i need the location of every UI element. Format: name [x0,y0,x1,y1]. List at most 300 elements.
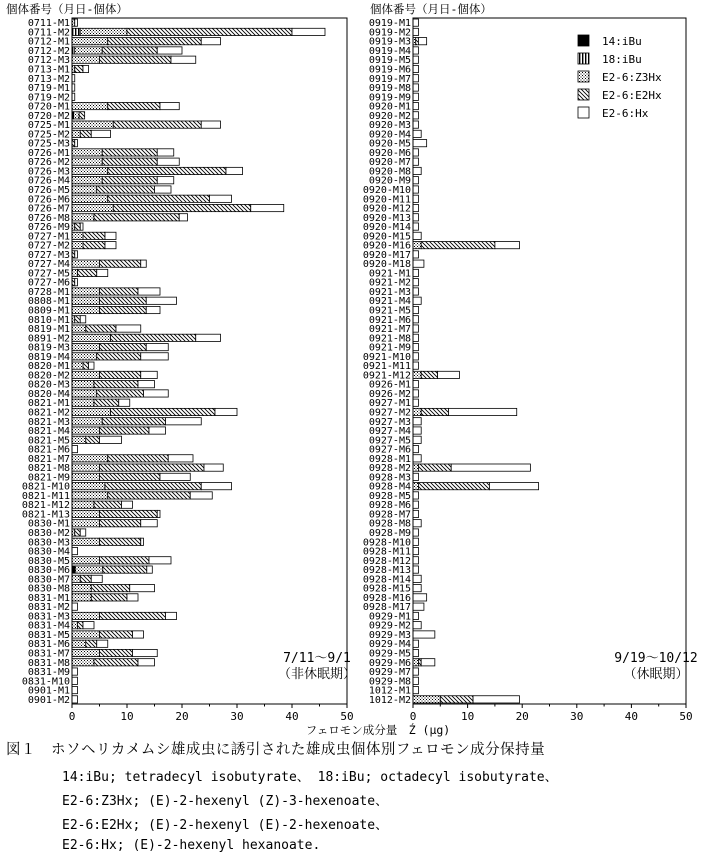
panel-1-bar-segment [72,677,78,684]
panel-1-bar-segment [97,640,108,647]
panel-1-bar-segment [100,306,147,313]
panel-2-bar-segment [413,251,418,258]
panel-2-bar-segment [413,306,418,313]
caption-line-3: E2-6:Z3Hx; (E)-2-hexenyl (Z)-3-hexenoate、 [62,794,389,809]
panel-1-category-label: 0821-M2 [27,407,70,419]
panel-2-bar-segment [413,659,418,666]
panel-2-category-label: 0920-M1 [368,101,411,113]
panel-1-category-label: 0728-M1 [27,286,70,298]
panel-2-bar-segment [413,371,421,378]
panel-2-bar-segment [413,529,418,536]
panel-1-category-label: 0726-M2 [27,157,70,169]
panel-2-bar-segment [421,659,435,666]
panel-1-bar-segment [79,112,85,119]
panel-1-category-label: 0726-M3 [27,166,70,178]
panel-1-x-tick-label: 10 [120,710,134,723]
panel-2-bar-segment [413,167,421,174]
panel-1-category-label: 0830-M6 [27,565,70,577]
panel-2-x-tick-label: 50 [679,710,693,723]
panel-1-bar-segment [86,325,116,332]
panel-1-category-label: 0830-M7 [27,574,70,586]
panel-2-bar-segment [448,408,516,415]
panel-1-bar-segment [72,121,113,128]
panel-1-category-label: 0831-M6 [27,639,70,651]
panel-2-bar-segment [413,93,418,100]
panel-2-category-label: 0921-M9 [368,342,411,354]
panel-1-bar-segment [251,204,284,211]
panel-2-category-label: 0919-M7 [368,73,411,85]
panel-1-category-label: 0831-M3 [27,611,70,623]
panel-1-bar-segment [72,204,113,211]
panel-1-category-label: 0821-M1 [27,398,70,410]
panel-1-bar-segment [119,399,130,406]
panel-2-bar-segment [413,316,418,323]
panel-1-bar-segment [100,436,122,443]
panel-1-bar-segment [100,557,150,564]
legend-label: E2-6:E2Hx [602,89,662,102]
panel-1-bar-segment [160,102,179,109]
panel-1-bar-segment [168,455,193,462]
legend-label: 14:iBu [602,35,642,48]
panel-2-bar-segment [413,158,418,165]
panel-2-category-label: 0928-M5 [368,490,411,502]
legend-swatch [578,35,589,46]
panel-1-category-label: 0821-M7 [27,453,70,465]
panel-1-bar-segment [83,65,89,72]
panel-2-bar-segment [413,483,418,490]
panel-2-bar-segment [440,696,473,703]
panel-1-bar-segment [94,381,138,388]
panel-2-category-label: 0920-M14 [362,222,411,234]
panel-1-category-label: 0830-M5 [27,555,70,567]
panel-2-category-label: 0927-M2 [368,407,411,419]
panel-1-category-label: 0831-M9 [27,667,70,679]
panel-2-category-label: 0928-M13 [362,565,411,577]
panel-2-category-label: 0920-M4 [368,129,411,141]
legend-swatch [578,71,589,82]
panel-1-category-label: 0711-M2 [27,27,70,39]
panel-1-bar-segment [94,501,122,508]
panel-2-bar-segment [413,603,424,610]
panel-1-bar-segment [72,649,100,656]
panel-1-bar-segment [75,47,103,54]
panel-2-bar-segment [413,223,418,230]
panel-2-bar-segment [413,186,418,193]
panel-1-bar-segment [72,445,78,452]
panel-2-bar-segment [418,38,426,45]
panel-2-bar-segment [413,140,427,147]
panel-1-bar-segment [75,529,81,536]
panel-2-bar-segment [413,325,418,332]
panel-1-bar-segment [116,325,141,332]
panel-2-bar-segment [413,473,418,480]
panel-1-bar-segment [141,353,169,360]
panel-1-bar-segment [141,538,144,545]
panel-1-bar-segment [72,436,86,443]
panel-1-bar-segment [72,195,108,202]
panel-2-bar-segment [413,121,418,128]
panel-2-bar-segment [413,362,418,369]
panel-2-category-label: 0920-M10 [362,185,411,196]
panel-1-category-label: 0712-M2 [27,45,70,57]
panel-2-category-label: 0920-M15 [362,231,411,243]
panel-1-bar-segment [75,279,78,286]
panel-2-category-label: 0921-M8 [368,333,411,345]
panel-2-bar-segment [413,28,418,35]
panel-1-x-tick-label: 50 [340,710,354,723]
panel-1-category-label: 0821-M12 [21,500,70,512]
panel-1-category-label: 0819-M4 [27,351,70,363]
panel-2-bar-segment [413,84,418,91]
panel-1-bar-segment [72,102,108,109]
panel-1-category-label: 0808-M1 [27,296,70,308]
panel-1-category-label: 0727-M3 [27,249,70,261]
panel-1-bar-segment [105,232,116,239]
panel-2-category-label: 0928-M14 [362,574,411,586]
panel-2-bar-segment [421,242,495,249]
panel-1-category-label: 0821-M11 [21,490,70,502]
panel-1-bar-segment [72,510,100,517]
panel-1-bar-segment [97,353,141,360]
caption-title: 図１ ホソヘリカメムシ雄成虫に誘引された雄成虫個体別フェロモン成分保持量 [6,742,546,758]
panel-2-bar-segment [413,56,418,63]
panel-2-category-label: 0926-M2 [368,388,411,400]
panel-1-bar-segment [72,399,94,406]
panel-1-category-label: 0821-M3 [27,416,70,428]
panel-1-x-tick-label: 30 [230,710,244,723]
panel-2-bar-segment [438,371,460,378]
panel-2-category-label: 0919-M4 [368,45,411,57]
panel-2-category-label: 0929-M1 [368,611,411,623]
panel-2-category-label: 0921-M2 [368,277,411,289]
panel-2-bar-segment [421,408,448,415]
panel-1-bar-segment [72,659,94,666]
panel-1-category-label: 0725-M3 [27,138,70,150]
panel-2-bar-segment [413,177,418,184]
panel-1-bar-segment [72,334,111,341]
panel-1-category-label: 0830-M2 [27,528,70,539]
panel-1-bar-segment [78,622,84,629]
panel-1-bar-segment [72,668,78,675]
caption-line-2: 14:iBu; tetradecyl isobutyrate、 18:iBu; octadecyl isobutyrate、 [62,770,558,785]
panel-1-bar-segment [133,631,144,638]
panel-1-bar-segment [108,195,210,202]
legend-swatch [578,89,589,100]
panel-2-category-label: 0919-M8 [368,83,411,95]
panel-1-bar-segment [91,130,110,137]
panel-2-category-label: 0929-M6 [368,657,411,669]
panel-2-bar-segment [413,668,418,675]
panel-2-bar-segment [413,594,427,601]
panel-1-bar-segment [102,47,157,54]
panel-1-bar-segment [72,149,102,156]
panel-2-bar-segment [413,242,421,249]
panel-1-category-label: 0821-M6 [27,444,70,456]
panel-1-category-label: 0727-M4 [27,259,70,271]
panel-2-season-label: （休眠期） [623,667,689,682]
panel-2-category-label: 0927-M6 [368,444,411,456]
panel-1-category-label: 0901-M2 [27,694,70,706]
panel-1-bar-segment [103,566,147,573]
panel-1-bar-segment [72,56,100,63]
panel-1-bar-segment [113,204,251,211]
panel-2-bar-segment [413,279,418,286]
legend-swatch [578,107,589,118]
panel-2-bar-segment [473,696,519,703]
panel-1-bar-segment [80,316,86,323]
panel-1-bar-segment [100,538,141,545]
panel-2-category-label: 0927-M1 [368,398,411,410]
panel-1-category-label: 0720-M2 [27,110,70,122]
panel-2-bar-segment [413,445,418,452]
panel-1-category-label: 0831-M5 [27,629,70,641]
panel-1-category-label: 0901-M1 [27,685,70,697]
panel-2-bar-segment [413,418,421,425]
panel-1-bar-segment [166,418,202,425]
panel-1-bar-segment [100,464,205,471]
panel-1-category-label: 0726-M8 [27,212,70,224]
panel-1-bar-segment [100,520,141,527]
panel-1-bar-segment [97,186,155,193]
panel-1-bar-segment [141,371,158,378]
panel-1-bar-segment [196,334,221,341]
panel-2-category-label: 0920-M8 [368,166,411,178]
panel-1-bar-segment [292,28,325,35]
panel-1-bar-segment [157,149,174,156]
panel-1-bar-segment [127,28,292,35]
panel-2-bar-segment [413,649,418,656]
panel-2-title: 個体番号（月日-個体） [370,2,492,16]
panel-2-bar-segment [413,260,424,267]
panel-1-bar-segment [72,696,78,703]
panel-2-category-label: 0920-M7 [368,157,411,169]
panel-1-category-label: 0713-M1 [27,64,70,76]
panel-2-category-label: 0919-M3 [368,36,411,48]
panel-1-bar-segment [102,149,157,156]
panel-1-x-tick-label: 0 [68,710,76,723]
panel-1-bar-segment [72,640,86,647]
panel-1-category-label: 0820-M4 [27,388,70,400]
panel-1-title: 個体番号（月日-個体） [6,2,128,16]
panel-1-bar-segment [100,260,141,267]
panel-2-bar-segment [418,659,421,666]
panel-2-bar-segment [413,390,418,397]
panel-2-category-label: 0928-M4 [368,481,411,493]
panel-1-category-label: 0713-M2 [27,73,70,85]
panel-2-category-label: 0919-M6 [368,64,411,76]
panel-2-bar-segment [416,38,419,45]
panel-2-category-label: 0921-M6 [368,314,411,326]
panel-1-bar-segment [72,585,91,592]
panel-2-bar-segment [413,575,421,582]
panel-1-bar-segment [108,492,191,499]
panel-1-bar-segment [72,575,80,582]
panel-1-bar-segment [94,399,119,406]
panel-2-category-label: 0929-M3 [368,629,411,641]
panel-1-bar-segment [72,538,100,545]
panel-1-bar-segment [138,659,155,666]
panel-2-category-label: 0920-M6 [368,147,411,159]
x-axis-label: フェロモン成分量 Ź (μg) [305,723,451,737]
panel-1-bar-segment [100,371,141,378]
panel-2-bar-segment [413,538,418,545]
panel-1-bar-segment [83,622,94,629]
panel-2-category-label: 0920-M17 [362,249,411,261]
panel-1-category-label: 0820-M1 [27,361,70,373]
panel-1-bar-segment [157,158,179,165]
panel-2-category-label: 0929-M5 [368,648,411,660]
panel-1-x-tick-label: 20 [175,710,189,723]
caption-line-5: E2-6:Hx; (E)-2-hexenyl hexanoate. [62,838,321,853]
panel-2-bar-segment [413,75,418,82]
panel-2-bar-segment [413,455,421,462]
panel-2-category-label: 0928-M15 [362,583,411,595]
panel-1-bar-segment [72,167,108,174]
panel-2-bar-segment [413,696,440,703]
legend-label: 18:iBu [602,53,642,66]
panel-2-bar-segment [413,334,418,341]
panel-1-category-label: 0831-M7 [27,648,70,660]
panel-1-bar-segment [72,408,111,415]
panel-1-bar-segment [100,473,161,480]
panel-1-bar-segment [72,177,102,184]
panel-2-category-label: 0928-M8 [368,518,411,530]
panel-2-bar-segment [413,381,418,388]
panel-2-category-label: 0927-M5 [368,435,411,447]
panel-2-bar-segment [413,520,421,527]
panel-1-bar-segment [201,483,231,490]
panel-2-bar-segment [418,464,451,471]
panel-2-category-label: 0928-M3 [368,472,411,484]
panel-1-bar-segment [146,343,168,350]
panel-2-category-label: 0921-M1 [368,268,411,280]
panel-2-category-label: 0921-M11 [362,361,411,373]
panel-2-category-label: 0921-M7 [368,324,411,336]
panel-1-season-label: （非休眠期） [277,667,357,682]
panel-1-bar-segment [166,612,177,619]
panel-2-category-label: 0919-M2 [368,27,411,39]
panel-1-bar-segment [72,371,100,378]
panel-1-bar-segment [72,297,100,304]
panel-2-bar-segment [413,102,418,109]
panel-1-bar-segment [72,418,102,425]
panel-1-bar-segment [111,334,196,341]
panel-1-bar-segment [108,167,226,174]
panel-1-bar-segment [80,529,86,536]
panel-1-bar-segment [72,28,80,35]
panel-1-bar-segment [130,585,155,592]
panel-1-category-label: 0821-M5 [27,435,70,447]
panel-2-bar-segment [413,297,421,304]
panel-1-category-label: 0727-M5 [27,268,70,280]
panel-1-bar-segment [146,297,176,304]
panel-2-category-label: 0919-M1 [368,18,411,30]
panel-1-bar-segment [204,464,223,471]
panel-2-season-label: 9/19～10/12 [614,651,698,666]
panel-2-category-label: 0928-M17 [362,602,411,614]
panel-2-bar-segment [413,343,418,350]
panel-1-bar-segment [72,557,100,564]
panel-2-category-label: 0920-M9 [368,175,411,187]
panel-1-category-label: 0726-M1 [27,147,70,159]
panel-1-category-label: 0726-M5 [27,185,70,196]
panel-2-category-label: 0928-M2 [368,463,411,475]
panel-2-bar-segment [413,631,435,638]
panel-1-bar-segment [72,269,78,276]
panel-1-bar-segment [72,455,108,462]
panel-1-category-label: 0726-M9 [27,222,70,234]
panel-2-bar-segment [413,232,421,239]
panel-1-bar-segment [201,121,220,128]
panel-1-bar-segment [72,288,100,295]
panel-2-bar-segment [495,242,520,249]
panel-1-bar-segment [94,659,138,666]
panel-1-bar-segment [146,306,160,313]
panel-1-bar-segment [72,343,100,350]
panel-1-bar-segment [100,343,147,350]
panel-1-bar-segment [111,408,216,415]
panel-2-bar-segment [413,195,418,202]
panel-1-bar-segment [100,510,158,517]
caption-line-4: E2-6:E2Hx; (E)-2-hexenyl (E)-2-hexenoate、 [62,818,389,833]
panel-1-bar-segment [100,427,150,434]
panel-1-category-label: 0831-M2 [27,602,70,614]
panel-1-category-label: 0727-M1 [27,231,70,243]
panel-2-x-tick-label: 0 [409,710,417,723]
panel-1-bar-segment [83,232,105,239]
panel-2-bar-segment [413,585,421,592]
panel-1-bar-segment [100,631,133,638]
panel-2-bar-segment [413,492,418,499]
panel-1-bar-segment [72,427,100,434]
panel-1-category-label: 0821-M4 [27,426,70,438]
panel-2-bar-segment [413,427,421,434]
panel-2-category-label: 0921-M4 [368,296,411,308]
panel-1-category-label: 0809-M1 [27,305,70,317]
panel-1-category-label: 0712-M3 [27,55,70,67]
panel-1-bar-segment [83,242,105,249]
panel-1-category-label: 0891-M2 [27,333,70,345]
panel-2-bar-segment [413,149,418,156]
panel-1-bar-segment [190,492,212,499]
panel-1-bar-segment [108,38,202,45]
panel-1-bar-segment [210,195,232,202]
panel-2-category-label: 0920-M5 [368,138,411,150]
panel-1-bar-segment [122,501,133,508]
panel-2-bar-segment [413,510,418,517]
panel-1-bar-segment [80,223,83,230]
panel-2-category-label: 0920-M18 [362,259,411,271]
panel-1-bar-segment [149,427,166,434]
panel-1-bar-segment [157,47,182,54]
panel-2-bar-segment [413,130,421,137]
panel-1-bar-segment [75,316,81,323]
panel-2-category-label: 0928-M7 [368,509,411,521]
panel-2-category-label: 0920-M2 [368,110,411,122]
panel-2-bar-segment [413,112,418,119]
panel-1-category-label: 0830-M1 [27,518,70,530]
panel-1-bar-segment [138,288,160,295]
panel-1-category-label: 0726-M6 [27,194,70,206]
panel-1-season-label: 7/11～9/1 [283,651,351,666]
panel-1-category-label: 0726-M7 [27,203,70,215]
panel-1-bar-segment [179,214,187,221]
legend-label: E2-6:Hx [602,107,649,120]
panel-1-bar-segment [72,130,80,137]
panel-1-bar-segment [138,381,155,388]
panel-2-x-tick-label: 30 [570,710,584,723]
panel-1-category-label: 0725-M2 [27,129,70,141]
